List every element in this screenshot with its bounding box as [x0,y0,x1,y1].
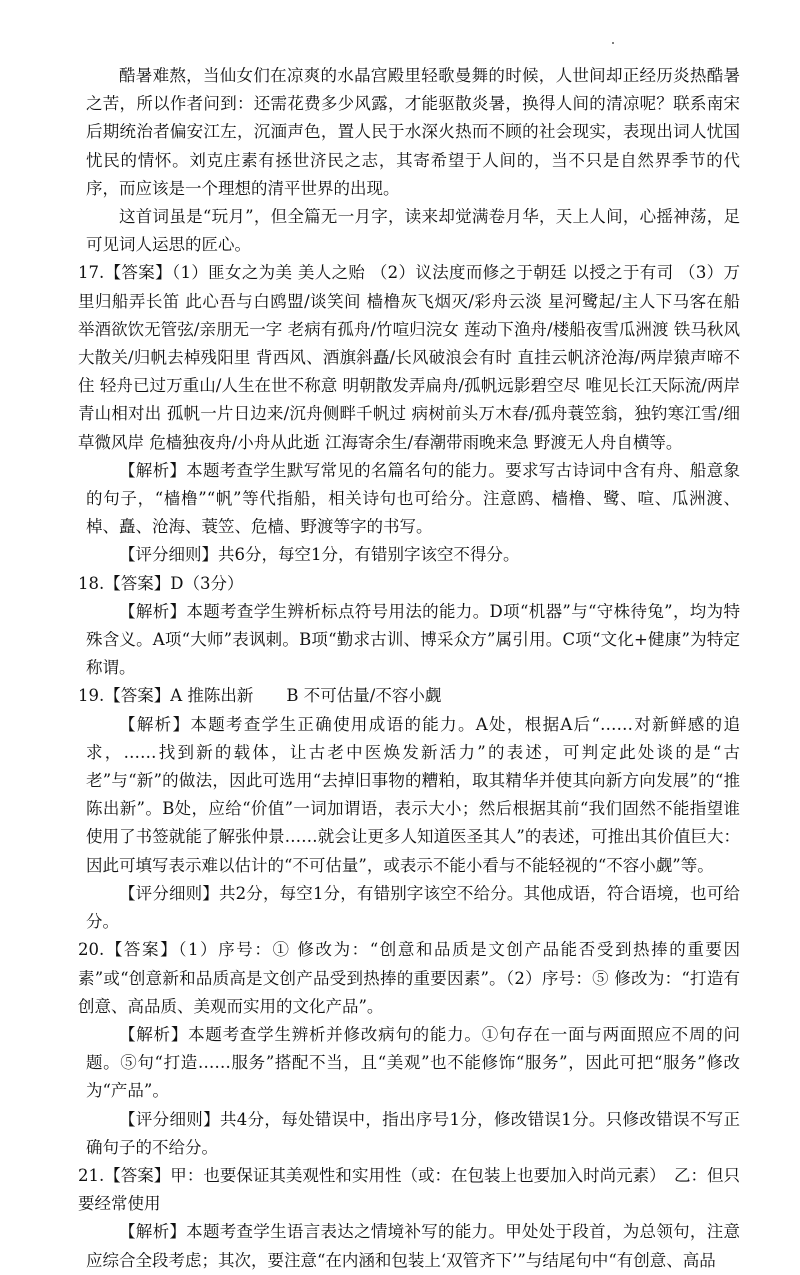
analysis-20: 【解析】本题考查学生辨析并修改病句的能力。①句存在一面与两面照应不周的问题。⑤句“打造……服务”搭配不当，且“美观”也不能修饰“服务”，因此可把“服务”修改为“产品”。 [86,1024,740,1101]
answer-21: 21.【答案】甲：也要保证其美观性和实用性（或：在包装上也要加入时尚元素） 乙：但只要经常使用 [78,1165,740,1214]
answer-18: 18.【答案】D（3分） [78,573,244,593]
answer-17: 17.【答案】（1）匪女之为美 美人之贻 （2）议法度而修之于朝廷 以授之于有司 （3）万里归船弄长笛 此心吾与白鸥盟/谈笑间 樯橹灰飞烟灭/彩舟云淡 星河鹭起/主人下马客在船 举酒欲饮无管弦/亲朋无一字 老病有孤舟/竹喧归浣女 莲动下渔舟/楼船夜雪瓜洲渡 铁马秋风大散关/归帆去棹残阳里 背西风、酒旗斜矗/长风破浪会有时 直挂云帆济沧海/两岸猿声啼不住 轻舟已过万重山/人生在世不称意 明朝散发弄扁舟/孤帆远影碧空尽 唯见长江天际流/两岸青山相对出 孤帆一片日边来/沉舟侧畔千帆过 病树前头万木春/孤舟蓑笠翁，独钓寒江雪/细草微风岸 危樯独夜舟/小舟从此逝 江海寄余生/春潮带雨晚来急 野渡无人舟自横等。 [78,263,740,452]
scoring-20: 【评分细则】共4分，每处错误中，指出序号1分，修改错误1分。只修改错误不写正确句子的不给分。 [86,1109,740,1157]
essay-paragraph-1: 酷暑难熬，当仙女们在凉爽的水晶宫殿里轻歌曼舞的时候，人世间却正经历炎热酷暑之苦，所以作者问到：还需花费多少风露，才能驱散炎暑，换得人间的清凉呢？联系南宋后期统治者偏安江左，沉湎声色，置人民于水深火热而不顾的社会现实，表现出词人忧国忧民的情怀。刘克庄素有拯世济民之志，其寄希望于人间的，当不只是自然界季节的代序，而应该是一个理想的清平世界的出现。 [86,66,740,198]
scan-dot [612,42,614,44]
analysis-18: 【解析】本题考查学生辨析标点符号用法的能力。D项“机器”与“守株待兔”，均为特殊含义。A项“大师”表讽刺。B项“勤求古训、博采众方”属引用。C项“文化+健康”为特定称谓。 [86,601,740,678]
answer-20: 20.【答案】（1）序号：① 修改为：“创意和品质是文创产品能否受到热捧的重要因素”或“创意新和品质高是文创产品受到热捧的重要因素”。（2）序号：⑤ 修改为：“打造有创意、高品质、美观而实用的文化产品”。 [78,940,740,1016]
essay-paragraph-2: 这首词虽是“玩月”，但全篇无一月字，读来却觉满卷月华，天上人间，心摇神荡，足可见词人运思的匠心。 [86,207,740,255]
scoring-19: 【评分细则】共2分，每空1分，有错别字该空不给分。其他成语，符合语境，也可给分。 [86,883,740,932]
analysis-19: 【解析】本题考查学生正确使用成语的能力。A处，根据A后“……对新鲜感的追求，……找到新的载体，让古老中医焕发新活力”的表述，可判定此处谈的是“古老”与“新”的做法，因此可选用“去掉旧事物的糟粕，取其精华并使其向新方向发展”的“推陈出新”。B处，应给“价值”一词加谓语，表示大小；然后根据其前“我们固然不能指望谁使用了书签就能了解张仲景……就会让更多人知道医圣其人”的表述，可推出其价值巨大：因此可填写表示难以估计的“不可估量”，或表示不能小看与不能轻视的“不容小觑”等。 [86,714,740,875]
answer-19: 19.【答案】A 推陈出新 B 不可估量/不容小觑 [78,686,442,706]
analysis-17: 【解析】本题考查学生默写常见的名篇名句的能力。要求写古诗词中含有舟、船意象的句子，“樯橹”“帆”等代指船，相关诗句也可给分。注意鸥、樯橹、鹭、喧、瓜洲渡、棹、矗、沧海、蓑笠、危樯、野渡等字的书写。 [86,460,740,537]
analysis-21: 【解析】本题考查学生语言表达之情境补写的能力。甲处处于段首，为总领句，注意应综合全段考虑；其次，要注意“在内涵和包装上‘双管齐下’”与结尾句中“有创意、高品 [86,1222,740,1270]
scoring-17: 【评分细则】共6分，每空1分，有错别字该空不得分。 [119,545,520,565]
